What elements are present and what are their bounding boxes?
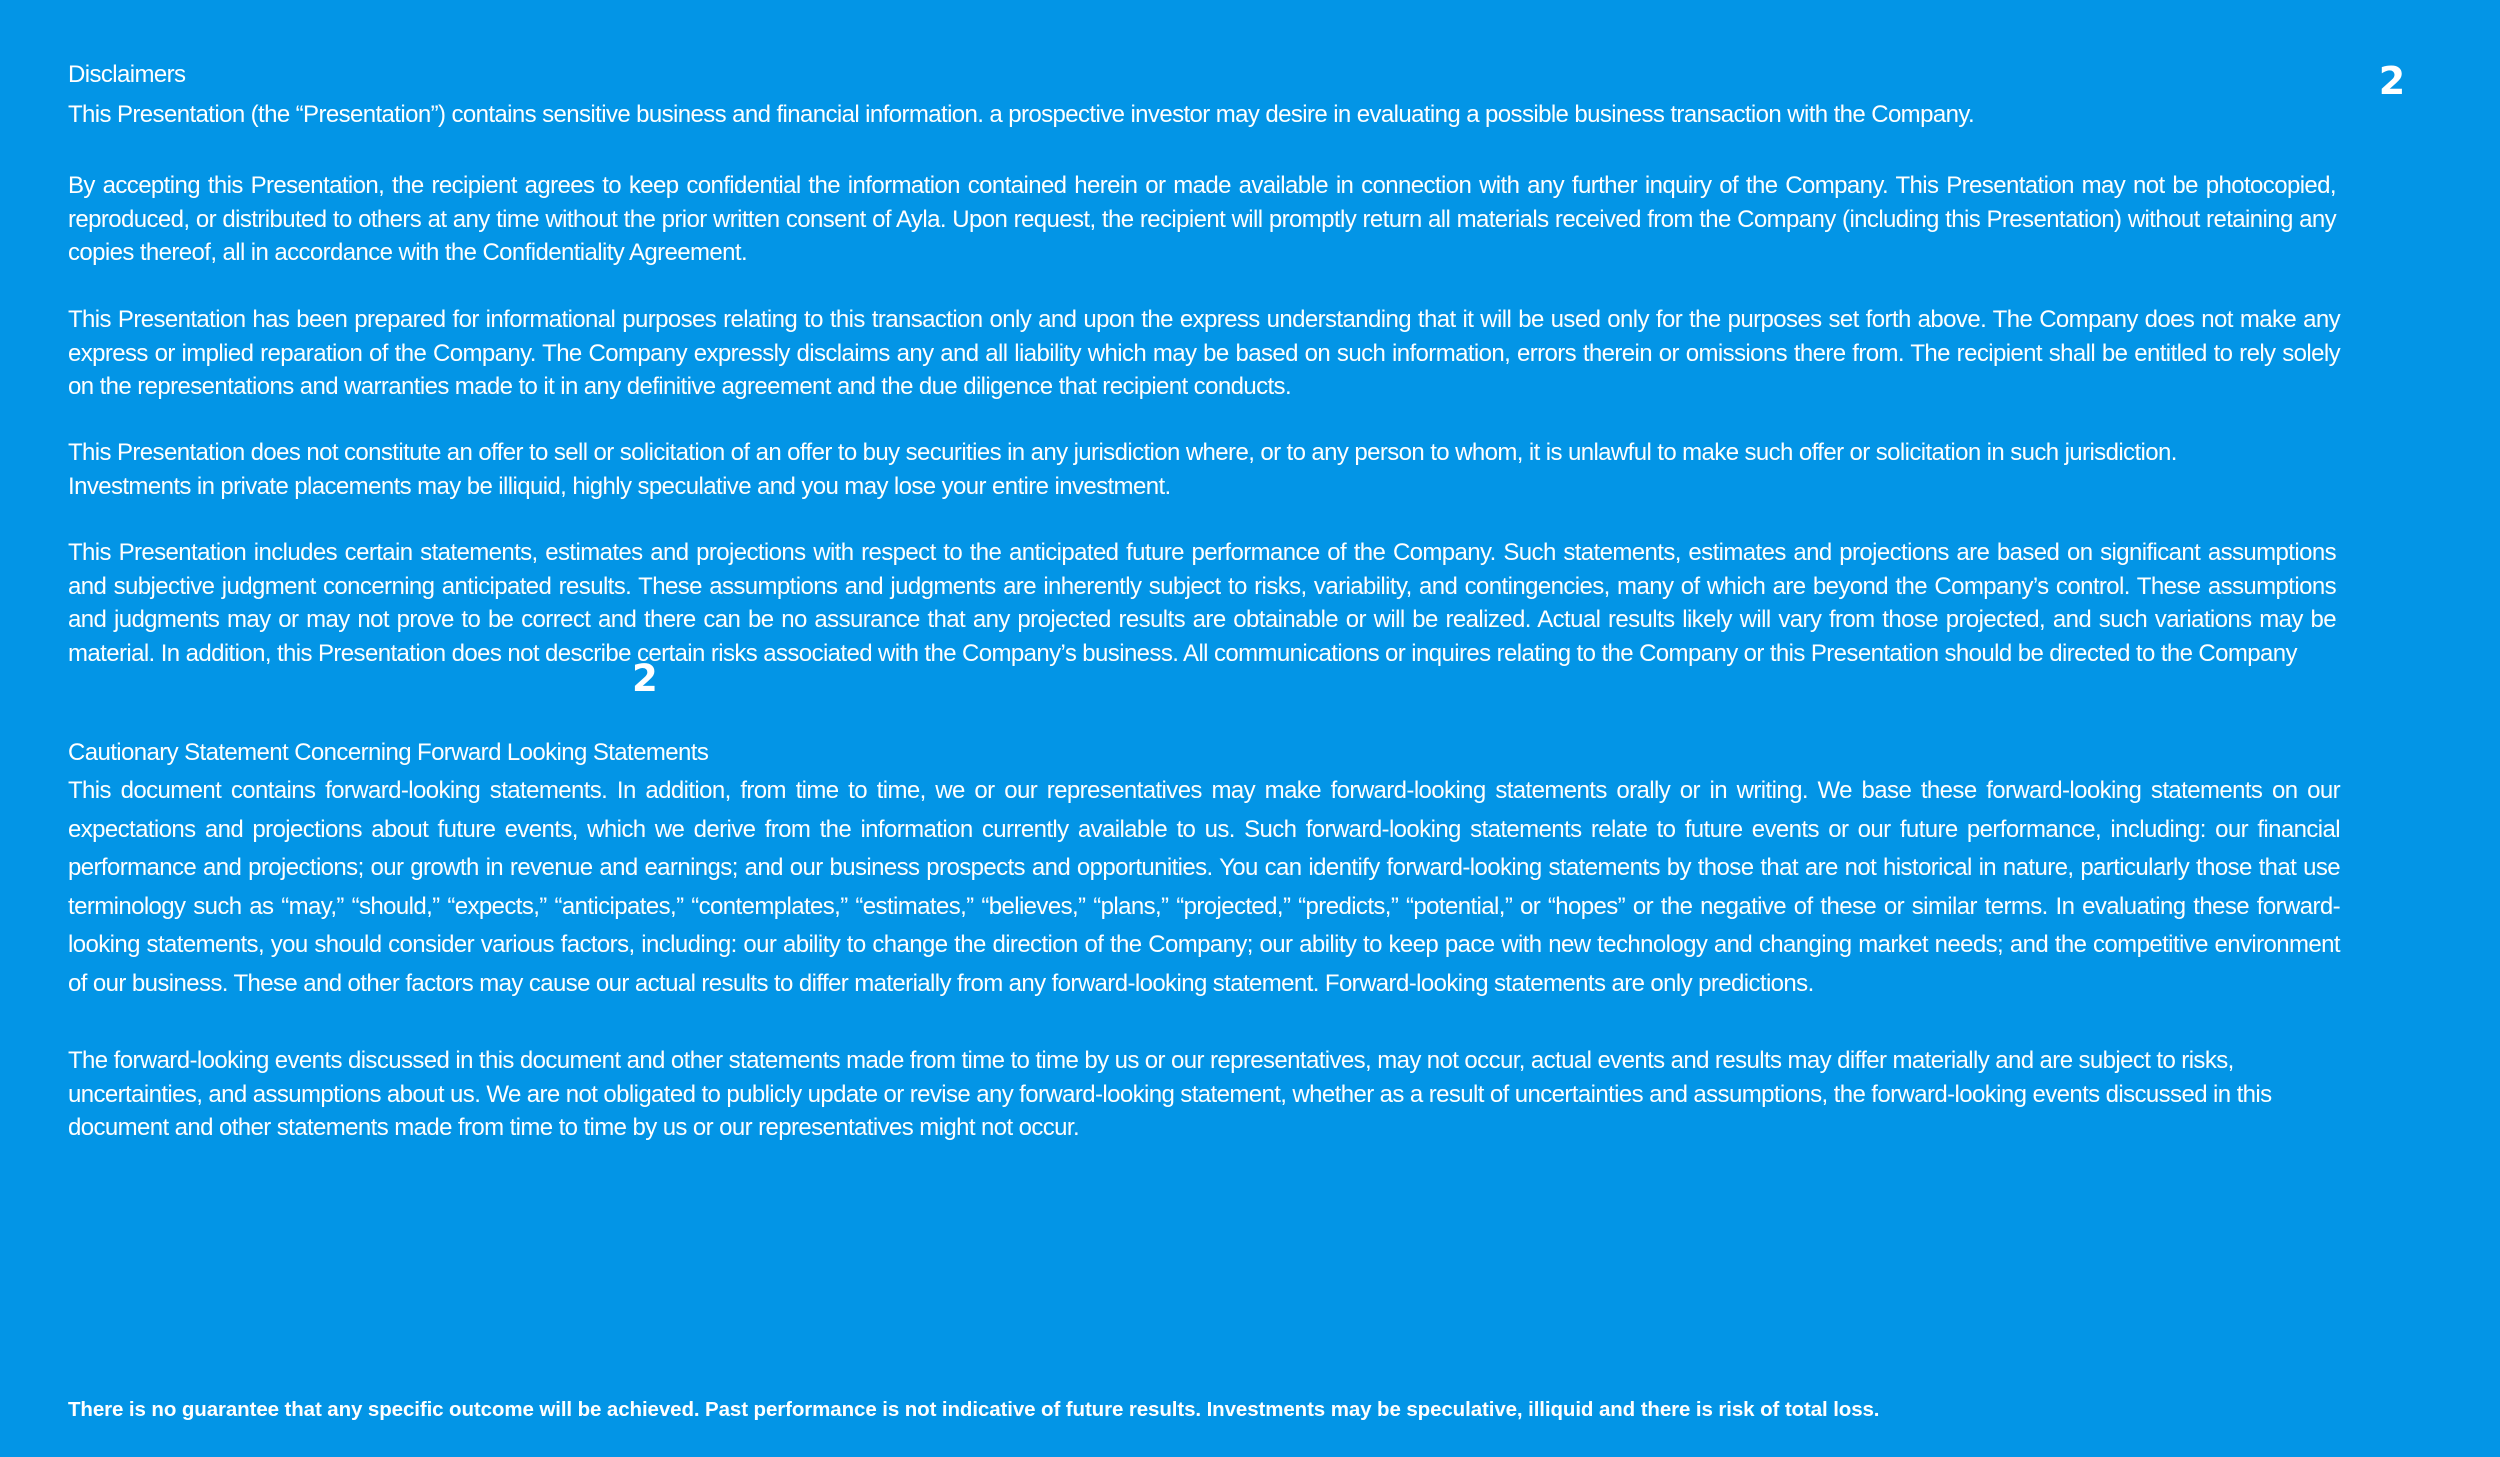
cautionary-paragraph-1: This document contains forward-looking statements. In addition, from time to time, we or our representatives may make forward-looking statements orally or in writing. We base these forward-looking statements on our expectations and projections about future events, which we derive from the information currently available to us. Such forward-looking statements relate to future events or our future performance, including: our financial performance and projections; our growth in revenue and earnings; and our business prospects and opportunities. You can identify forward-looking statements by those that are not historical in nature, particularly those that use terminology such as “may,” “should,” “expects,” “anticipates,” “contemplates,” “estimates,” “believes,” “plans,” “projected,” “predicts,” “potential,” or “hopes” or the negative of these or similar terms. In evaluating these forward-looking statements, you should consider various factors, including: our ability to change the direction of the Company; our ability to keep pace with new technology and changing market needs; and the competitive environment of our business. These and other factors may cause our actual results to differ materially from any forward-looking statement. Forward-looking statements are only predictions. bbox=[68, 777, 2340, 997]
disclaimers-heading: Disclaimers bbox=[68, 61, 186, 88]
disclaimer-paragraph-3: This Presentation has been prepared for informational purposes relating to this transaction only and upon the express understanding that it will be used only for the purposes set forth above. The Company does not make any express or implied reparation of the Company. The Company expressly disclaims any and all liability which may be based on such information, errors therein or omissions there from. The recipient shall be entitled to rely solely on the representations and warranties made to it in any definitive agreement and the due diligence that recipient conducts. bbox=[68, 306, 2340, 400]
footer-disclaimer: There is no guarantee that any specific outcome will be achieved. Past performance is not indicative of future results. Investments may be speculative, illiquid and there is risk of total loss. bbox=[68, 1398, 1880, 1421]
cautionary-heading: Cautionary Statement Concerning Forward Looking Statements bbox=[68, 739, 709, 766]
cautionary-paragraph-2: The forward-looking events discussed in this document and other statements made from time to time by us or our representatives, may not occur, actual events and results may differ materially and are subject to risks, uncertainties, and assumptions about us. We are not obligated to publicly update or revise any forward-looking statement, whether as a result of uncertainties and assumptions, the forward-looking events discussed in this document and other statements made from time to time by us or our representatives might not occur. bbox=[68, 1047, 2272, 1141]
disclaimer-paragraph-4: This Presentation does not constitute an offer to sell or solicitation of an offer to buy securities in any jurisdiction where, or to any person to whom, it is unlawful to make such offer or solicitation in such jurisdiction. Investments in private placements may be illiquid, highly speculative and you may lose your entire investment. bbox=[68, 439, 2177, 500]
page-number: 2 bbox=[2378, 59, 2406, 103]
disclaimer-paragraph-1: This Presentation (the “Presentation”) contains sensitive business and financial information. a prospective investor may desire in evaluating a possible business transaction with the Company. bbox=[68, 101, 1975, 128]
disclaimer-paragraph-5: This Presentation includes certain statements, estimates and projections with respect to the anticipated future performance of the Company. Such statements, estimates and projections are based on significant assumptions and subjective judgment concerning anticipated results. These assumptions and judgments are inherently subject to risks, variability, and contingencies, many of which are beyond the Company’s control. These assumptions and judgments may or may not prove to be correct and there can be no assurance that any projected results are obtainable or will be realized. Actual results likely will vary from those projected, and such variations may be material. In addition, this Presentation does not describe certain risks associated with the Company’s business. All communications or inquires relating to the Company or this Presentation should be directed to the Company bbox=[68, 539, 2336, 667]
disclaimer-paragraph-2: By accepting this Presentation, the recipient agrees to keep confidential the information contained herein or made available in connection with any further inquiry of the Company. This Presentation may not be photocopied, reproduced, or distributed to others at any time without the prior written consent of Ayla. Upon request, the recipient will promptly return all materials received from the Company (including this Presentation) without retaining any copies thereof, all in accordance with the Confidentiality Agreement. bbox=[68, 172, 2336, 266]
stray-page-number: 2 bbox=[632, 657, 658, 700]
